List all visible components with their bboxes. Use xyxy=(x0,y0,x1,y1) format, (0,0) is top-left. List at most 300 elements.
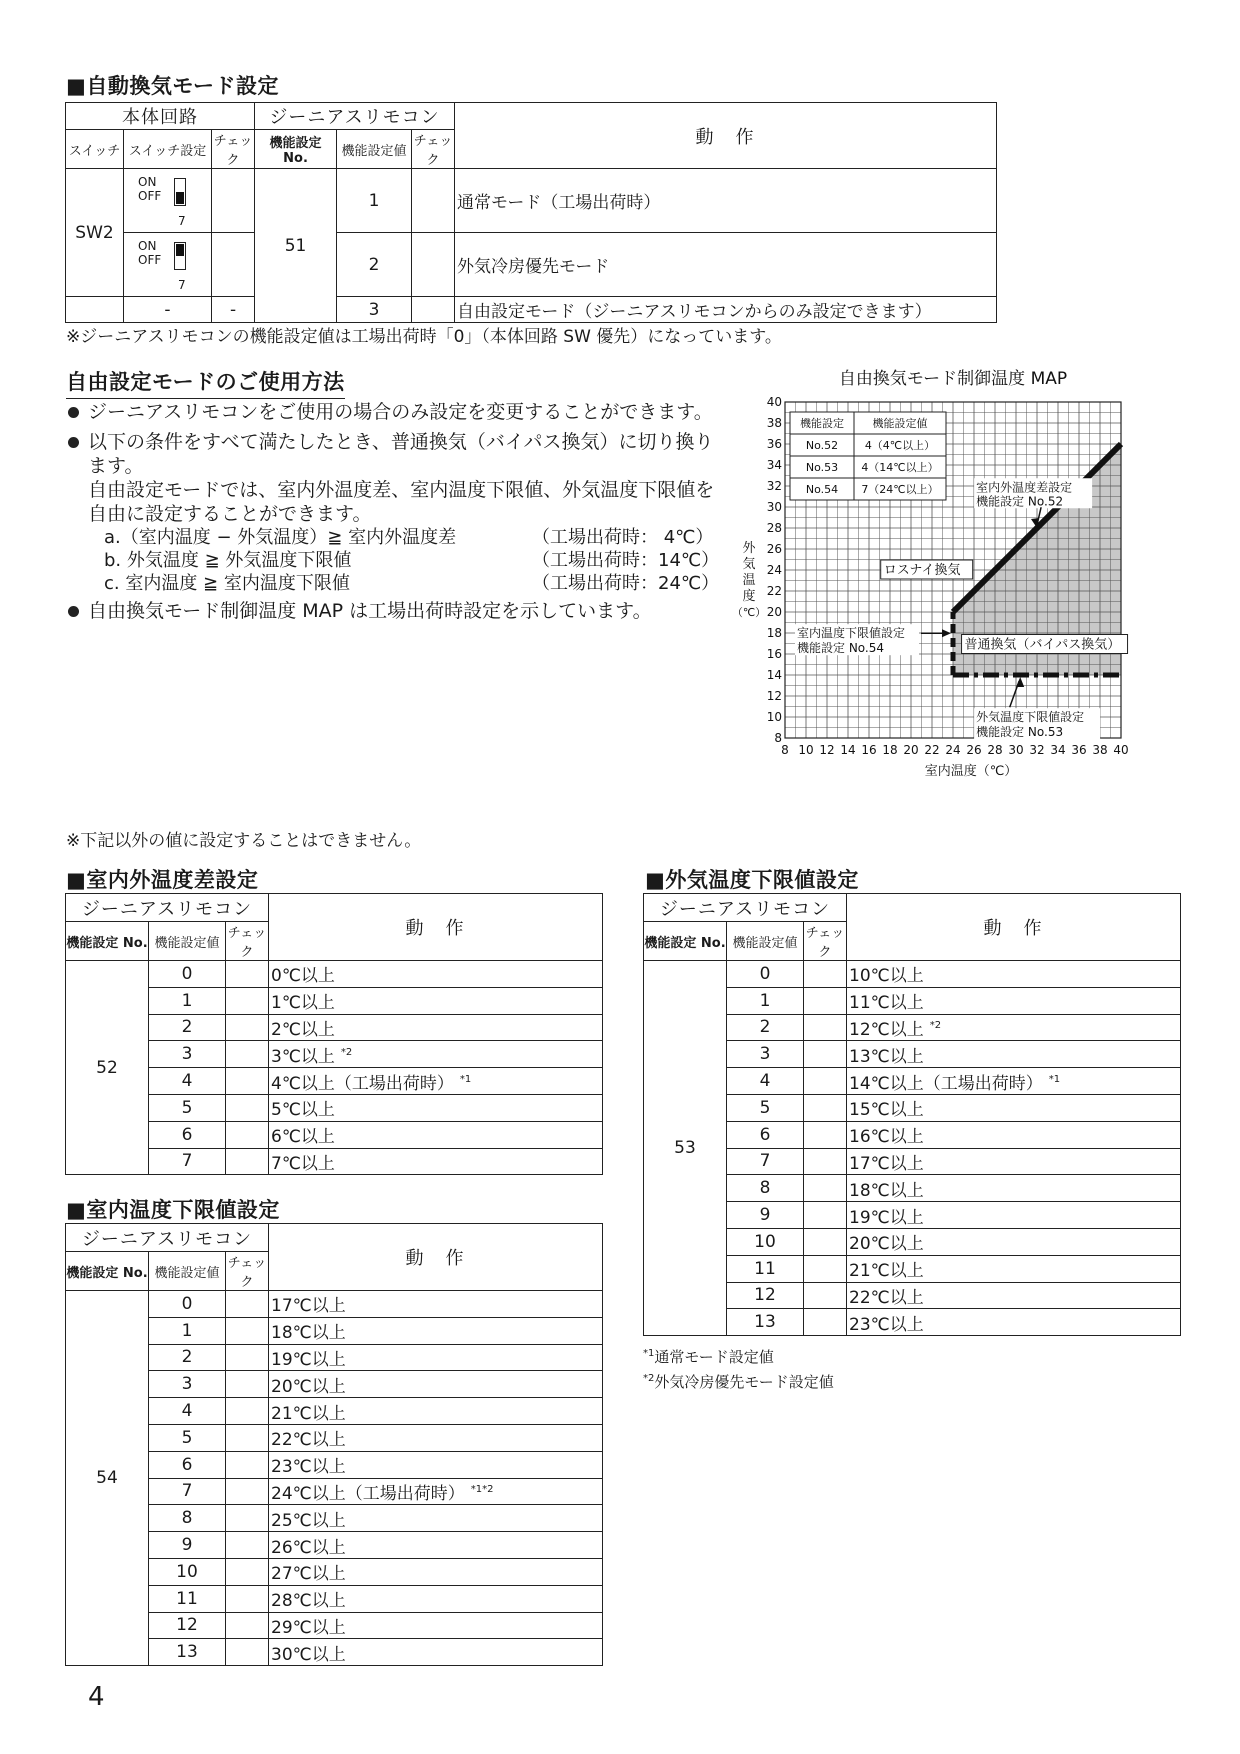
func-value-cell: 3 xyxy=(727,1041,804,1068)
bullet-dot-icon xyxy=(68,437,79,448)
switch-off-label: OFF xyxy=(138,188,162,203)
action-cell xyxy=(847,1041,1181,1068)
y-tick-label: 34 xyxy=(766,458,782,472)
y-tick-label: 20 xyxy=(766,605,782,619)
action-text: 22℃以上 xyxy=(849,1287,924,1308)
x-tick-label: 34 xyxy=(1050,743,1066,757)
col-func-no: 機能設定 No. xyxy=(66,1252,149,1291)
func-value-cell: 4 xyxy=(727,1068,804,1095)
check-cell xyxy=(226,1585,269,1612)
lossnay-label: ロスナイ換気 xyxy=(883,563,961,578)
y-tick-label: 22 xyxy=(766,584,782,598)
func-value-cell: 2 xyxy=(149,1014,226,1041)
y-tick-label: 14 xyxy=(766,668,782,682)
action-text: 5℃以上 xyxy=(271,1100,335,1121)
action-text: 0℃以上 xyxy=(271,966,335,987)
other-values-note: ※下記以外の値に設定することはできません。 xyxy=(66,831,422,851)
diff-temp-table xyxy=(65,893,603,1175)
check-cell xyxy=(226,1478,269,1505)
action-cell xyxy=(269,1505,603,1532)
action-cell xyxy=(847,1282,1181,1309)
legend-table-cell: No.54 xyxy=(805,483,839,496)
func-value-cell: 13 xyxy=(149,1639,226,1666)
action-cell xyxy=(269,1068,603,1095)
action-cell xyxy=(269,1451,603,1478)
check-cell xyxy=(412,233,455,297)
check-cell xyxy=(804,1309,847,1336)
check-cell xyxy=(226,961,269,988)
func-value-cell: 13 xyxy=(727,1309,804,1336)
bullet-item xyxy=(66,599,716,623)
footnotes xyxy=(643,1343,834,1393)
action-text: 18℃以上 xyxy=(271,1323,346,1344)
check-cell xyxy=(804,1148,847,1175)
x-tick-label: 18 xyxy=(882,743,898,757)
func-value-cell: 0 xyxy=(727,961,804,988)
check-cell xyxy=(804,1255,847,1282)
action-text: 28℃以上 xyxy=(271,1591,346,1612)
free-mode-description xyxy=(66,400,720,623)
func-value-cell: 6 xyxy=(149,1121,226,1148)
legend-table-cell: 4（4℃以上） xyxy=(864,439,936,452)
condition-c xyxy=(104,572,720,595)
check-cell xyxy=(226,1344,269,1371)
check-cell xyxy=(226,1291,269,1318)
bullet-text: 自由設定モードでは、室内外温度差、室内温度下限値、外気温度下限値を自由に設定することができます。 xyxy=(88,479,715,525)
func-value-cell: 6 xyxy=(727,1121,804,1148)
func-value-cell: 12 xyxy=(149,1612,226,1639)
func-value-cell: 11 xyxy=(727,1255,804,1282)
y-axis-label: 気 xyxy=(742,557,756,572)
table-row xyxy=(644,961,1181,988)
legend-table-cell: No.52 xyxy=(805,439,839,452)
func-no-cell: 54 xyxy=(66,1291,149,1666)
action-text: 4℃以上（工場出荷時） xyxy=(271,1073,454,1094)
action-text: 自由設定モード（ジーニアスリモコンからのみ設定できます） xyxy=(455,297,997,323)
condition-value: （工場出荷時：24℃） xyxy=(532,573,720,594)
action-text: 23℃以上 xyxy=(271,1457,346,1478)
x-tick-label: 20 xyxy=(903,743,919,757)
check-cell xyxy=(226,1148,269,1175)
action-text: 1℃以上 xyxy=(271,993,335,1014)
switch-off-label: OFF xyxy=(138,252,162,267)
func-value-cell: 2 xyxy=(149,1344,226,1371)
bullet-dot-icon xyxy=(68,606,79,617)
action-text: 通常モード（工場出荷時） xyxy=(455,169,997,233)
check-cell xyxy=(804,1282,847,1309)
action-cell xyxy=(847,1255,1181,1282)
auto-vent-table xyxy=(65,102,997,323)
action-cell xyxy=(847,961,1181,988)
func-no-cell: 52 xyxy=(66,961,149,1175)
bullet-dot-icon xyxy=(68,407,79,418)
legend-table-header: 機能設定 xyxy=(800,417,844,430)
action-text: 19℃以上 xyxy=(849,1207,924,1228)
table-52-wrap xyxy=(65,893,603,1175)
bullet-text: 自由換気モード制御温度 MAP は工場出荷時設定を示しています。 xyxy=(88,600,652,622)
col-func-val: 機能設定値 xyxy=(727,922,804,961)
footnote-1 xyxy=(643,1343,834,1368)
x-tick-label: 16 xyxy=(861,743,877,757)
action-text: 6℃以上 xyxy=(271,1127,335,1148)
section-title-outdoor-min: ■外気温度下限値設定 xyxy=(645,868,859,892)
check-cell xyxy=(226,1014,269,1041)
func-value-cell: 1 xyxy=(149,1317,226,1344)
legend-table-cell: 4（14℃以上） xyxy=(861,461,939,474)
check-dash: - xyxy=(212,297,255,323)
action-cell xyxy=(269,1478,603,1505)
y-tick-label: 26 xyxy=(766,542,782,556)
func-value-cell: 11 xyxy=(149,1585,226,1612)
check-cell xyxy=(226,1041,269,1068)
y-axis-label: （℃） xyxy=(731,606,767,619)
action-text: 11℃以上 xyxy=(849,993,924,1014)
footnote-mark: *1 xyxy=(643,1348,655,1359)
switch-setting-dash: - xyxy=(124,297,212,323)
no53-arrow-head-icon xyxy=(1016,677,1024,687)
action-text: 30℃以上 xyxy=(271,1644,346,1665)
factory-note: ※ジーニアスリモコンの機能設定値は工場出荷時「0」（本体回路 SW 優先）になっています。 xyxy=(66,327,782,347)
action-text: 27℃以上 xyxy=(271,1564,346,1585)
action-cell xyxy=(847,1309,1181,1336)
action-cell xyxy=(847,1014,1181,1041)
func-value-cell: 7 xyxy=(149,1148,226,1175)
y-axis-label: 温 xyxy=(742,573,756,588)
col-func-val: 機能設定値 xyxy=(149,1252,226,1291)
check-cell xyxy=(226,1558,269,1585)
action-cell xyxy=(269,1041,603,1068)
hdr-remote: ジーニアスリモコン xyxy=(66,1224,269,1252)
no53-annotation: 機能設定 No.53 xyxy=(976,725,1064,740)
footnote-text: 外気冷房優先モード設定値 xyxy=(654,1373,834,1391)
action-cell xyxy=(847,1068,1181,1095)
action-cell xyxy=(269,987,603,1014)
func-value-cell: 10 xyxy=(149,1558,226,1585)
switch-setting-cell xyxy=(124,169,212,233)
legend-table-header: 機能設定値 xyxy=(872,417,928,430)
switch-pin-label: 7 xyxy=(178,277,186,292)
col-switch-setting: スイッチ設定 xyxy=(124,130,212,169)
check-cell xyxy=(412,297,455,323)
y-tick-label: 24 xyxy=(766,563,782,577)
switch-name: SW2 xyxy=(66,169,124,297)
condition-a xyxy=(104,526,716,549)
hdr-action: 動 作 xyxy=(847,894,1181,961)
check-cell xyxy=(804,1094,847,1121)
y-axis-label: 度 xyxy=(742,589,756,604)
dip-switch xyxy=(124,170,211,232)
hdr-remote: ジーニアスリモコン xyxy=(255,103,455,130)
check-cell xyxy=(226,1371,269,1398)
x-tick-label: 28 xyxy=(987,743,1003,757)
temperature-map-svg xyxy=(731,369,1129,830)
col-check2: チェック xyxy=(412,130,455,169)
y-tick-label: 32 xyxy=(766,479,782,493)
action-text: 2℃以上 xyxy=(271,1019,335,1040)
col-func-no: 機能設定 No. xyxy=(66,922,149,961)
check-cell xyxy=(226,1532,269,1559)
y-tick-label: 10 xyxy=(766,710,782,724)
y-tick-label: 8 xyxy=(774,731,782,745)
action-text: 3℃以上 xyxy=(271,1046,335,1067)
action-cell xyxy=(269,1291,603,1318)
switch-pin-label: 7 xyxy=(178,213,186,228)
action-text: 24℃以上（工場出荷時） xyxy=(271,1483,465,1504)
x-tick-label: 26 xyxy=(966,743,982,757)
func-value-cell: 12 xyxy=(727,1282,804,1309)
func-value-cell: 4 xyxy=(149,1398,226,1425)
action-text: 13℃以上 xyxy=(849,1046,924,1067)
action-cell xyxy=(847,1202,1181,1229)
action-cell xyxy=(269,1398,603,1425)
hdr-remote: ジーニアスリモコン xyxy=(66,894,269,922)
table-row xyxy=(66,1291,603,1318)
action-cell xyxy=(269,961,603,988)
func-value-cell: 8 xyxy=(727,1175,804,1202)
y-tick-label: 36 xyxy=(766,437,782,451)
dip-switch xyxy=(124,234,211,296)
action-text: 25℃以上 xyxy=(271,1510,346,1531)
bullet-text: ジーニアスリモコンをご使用の場合のみ設定を変更することができます。 xyxy=(88,401,713,423)
action-cell xyxy=(269,1014,603,1041)
action-text: 29℃以上 xyxy=(271,1617,346,1638)
check-cell xyxy=(226,1094,269,1121)
condition-text: a.（室内温度 − 外気温度）≧ 室内外温度差 xyxy=(104,527,457,548)
no54-arrow-head-icon xyxy=(942,629,951,637)
func-value-cell: 4 xyxy=(149,1068,226,1095)
x-tick-label: 24 xyxy=(945,743,961,757)
footnote-mark: *2 xyxy=(340,1047,353,1059)
condition-value: （工場出荷時： 4℃） xyxy=(532,527,714,548)
func-value: 2 xyxy=(337,233,412,297)
func-value-cell: 1 xyxy=(727,987,804,1014)
action-cell xyxy=(269,1558,603,1585)
func-value-cell: 2 xyxy=(727,1014,804,1041)
col-func-val: 機能設定値 xyxy=(337,130,412,169)
y-axis-label: 外 xyxy=(742,541,756,556)
check-cell xyxy=(804,1014,847,1041)
switch-knob xyxy=(176,244,184,256)
y-tick-label: 18 xyxy=(766,626,782,640)
action-cell xyxy=(269,1317,603,1344)
condition-value: （工場出荷時：14℃） xyxy=(532,550,720,571)
no54-annotation: 室内温度下限値設定 xyxy=(797,626,906,641)
action-text: 21℃以上 xyxy=(271,1403,346,1424)
col-check: チェック xyxy=(212,130,255,169)
check-cell xyxy=(804,1228,847,1255)
table-53-wrap xyxy=(643,893,1181,1336)
x-tick-label: 30 xyxy=(1008,743,1024,757)
func-value-cell: 5 xyxy=(727,1094,804,1121)
func-value: 3 xyxy=(337,297,412,323)
check-cell xyxy=(804,1121,847,1148)
func-value-cell: 10 xyxy=(727,1228,804,1255)
func-value: 1 xyxy=(337,169,412,233)
func-value-cell: 3 xyxy=(149,1041,226,1068)
y-tick-label: 16 xyxy=(766,647,782,661)
hdr-remote: ジーニアスリモコン xyxy=(644,894,847,922)
x-tick-label: 14 xyxy=(840,743,856,757)
section-title-diff: ■室内外温度差設定 xyxy=(66,868,259,892)
chart-title: 自由換気モード制御温度 MAP xyxy=(838,369,1068,389)
switch-body xyxy=(174,242,186,270)
func-value-cell: 0 xyxy=(149,961,226,988)
conditions-list xyxy=(66,526,720,595)
check-cell xyxy=(804,961,847,988)
func-value-cell: 7 xyxy=(727,1148,804,1175)
action-cell xyxy=(269,1532,603,1559)
table-54-wrap xyxy=(65,1223,603,1666)
bullet-text: 以下の条件をすべて満たしたとき、普通換気（バイパス換気）に切り換ります。 xyxy=(88,431,714,477)
no53-annotation: 外気温度下限値設定 xyxy=(976,710,1085,725)
func-value-cell: 3 xyxy=(149,1371,226,1398)
x-tick-label: 32 xyxy=(1029,743,1045,757)
y-tick-label: 28 xyxy=(766,521,782,535)
footnote-2 xyxy=(643,1368,834,1393)
func-value-cell: 9 xyxy=(727,1202,804,1229)
check-cell xyxy=(226,1121,269,1148)
check-cell xyxy=(412,169,455,233)
action-text: 17℃以上 xyxy=(271,1296,346,1317)
action-cell xyxy=(847,1121,1181,1148)
action-cell xyxy=(847,1228,1181,1255)
action-text: 7℃以上 xyxy=(271,1153,335,1174)
switch-empty-cell xyxy=(66,297,124,323)
footnote-mark: *1 xyxy=(1048,1073,1061,1085)
bullet-item xyxy=(66,430,716,526)
check-cell xyxy=(804,1068,847,1095)
func-value-cell: 9 xyxy=(149,1532,226,1559)
action-cell xyxy=(847,1094,1181,1121)
footnote-mark: *1 xyxy=(459,1073,472,1085)
footnote-mark: *2 xyxy=(929,1020,942,1032)
action-cell xyxy=(847,1175,1181,1202)
check-cell xyxy=(226,1424,269,1451)
action-text: 20℃以上 xyxy=(271,1376,346,1397)
check-cell xyxy=(226,1639,269,1666)
switch-on-label: ON xyxy=(138,238,157,253)
col-check: チェック xyxy=(804,922,847,961)
func-value-cell: 1 xyxy=(149,987,226,1014)
action-cell xyxy=(269,1344,603,1371)
check-cell xyxy=(226,1398,269,1425)
footnote-mark: *2 xyxy=(643,1373,655,1384)
section-title-indoor-min: ■室内温度下限値設定 xyxy=(66,1198,280,1222)
hdr-main-circuit: 本体回路 xyxy=(66,103,255,130)
no52-annotation: 機能設定 No.52 xyxy=(976,494,1064,509)
action-cell xyxy=(269,1424,603,1451)
func-value-cell: 5 xyxy=(149,1094,226,1121)
check-cell xyxy=(804,1175,847,1202)
condition-text: c. 室内温度 ≧ 室内温度下限値 xyxy=(104,573,350,594)
func-value-cell: 5 xyxy=(149,1424,226,1451)
action-text: 14℃以上（工場出荷時） xyxy=(849,1073,1043,1094)
x-axis-label: 室内温度（℃） xyxy=(924,764,1018,779)
x-tick-label: 40 xyxy=(1113,743,1129,757)
action-text: 17℃以上 xyxy=(849,1153,924,1174)
action-cell xyxy=(269,1121,603,1148)
page-number: 4 xyxy=(88,1682,105,1712)
footnote-mark: *1*2 xyxy=(470,1484,494,1496)
no52-annotation: 室内外温度差設定 xyxy=(976,480,1073,495)
action-cell xyxy=(269,1585,603,1612)
func-no-51: 51 xyxy=(255,169,337,323)
func-value-cell: 7 xyxy=(149,1478,226,1505)
check-cell xyxy=(804,1202,847,1229)
action-text: 22℃以上 xyxy=(271,1430,346,1451)
action-text: 26℃以上 xyxy=(271,1537,346,1558)
check-cell xyxy=(804,987,847,1014)
col-func-no: 機能設定 No. xyxy=(255,130,337,169)
check-cell xyxy=(226,1505,269,1532)
bypass-label: 普通換気（バイパス換気） xyxy=(964,637,1121,653)
action-cell xyxy=(269,1148,603,1175)
indoor-min-table xyxy=(65,1223,603,1666)
action-cell xyxy=(847,987,1181,1014)
check-cell xyxy=(226,1068,269,1095)
action-text: 外気冷房優先モード xyxy=(455,233,997,297)
temperature-map-chart xyxy=(731,369,1129,830)
action-cell xyxy=(269,1612,603,1639)
action-text: 21℃以上 xyxy=(849,1261,924,1282)
func-value-cell: 6 xyxy=(149,1451,226,1478)
x-tick-label: 10 xyxy=(798,743,814,757)
bullet-item xyxy=(66,400,716,424)
action-text: 10℃以上 xyxy=(849,966,924,987)
switch-setting-cell xyxy=(124,233,212,297)
col-switch: スイッチ xyxy=(66,130,124,169)
condition-b xyxy=(104,549,720,572)
x-tick-label: 22 xyxy=(924,743,940,757)
footnote-text: 通常モード設定値 xyxy=(654,1348,774,1366)
action-text: 23℃以上 xyxy=(849,1314,924,1335)
action-text: 12℃以上 xyxy=(849,1019,924,1040)
check-cell xyxy=(212,233,255,297)
action-text: 20℃以上 xyxy=(849,1234,924,1255)
switch-body xyxy=(174,178,186,206)
hdr-action: 動 作 xyxy=(269,894,603,961)
outdoor-min-table xyxy=(643,893,1181,1336)
action-cell xyxy=(269,1639,603,1666)
action-text: 16℃以上 xyxy=(849,1127,924,1148)
func-value-cell: 8 xyxy=(149,1505,226,1532)
action-text: 18℃以上 xyxy=(849,1180,924,1201)
check-cell xyxy=(226,1612,269,1639)
table-row xyxy=(66,961,603,988)
check-cell xyxy=(212,169,255,233)
switch-knob xyxy=(176,192,184,204)
section-title-auto-vent: ■自動換気モード設定 xyxy=(66,74,280,98)
hdr-action: 動 作 xyxy=(269,1224,603,1291)
col-check: チェック xyxy=(226,1252,269,1291)
action-text: 15℃以上 xyxy=(849,1100,924,1121)
x-tick-label: 36 xyxy=(1071,743,1087,757)
y-tick-label: 30 xyxy=(766,500,782,514)
action-text: 19℃以上 xyxy=(271,1349,346,1370)
legend-table-cell: No.53 xyxy=(805,461,839,474)
x-tick-label: 8 xyxy=(781,743,789,757)
check-cell xyxy=(226,1451,269,1478)
func-no-cell: 53 xyxy=(644,961,727,1336)
action-cell xyxy=(269,1094,603,1121)
hdr-action: 動 作 xyxy=(455,103,997,169)
switch-on-label: ON xyxy=(138,174,157,189)
legend-table-cell: 7（24℃以上） xyxy=(861,483,939,496)
x-tick-label: 38 xyxy=(1092,743,1108,757)
y-tick-label: 12 xyxy=(766,689,782,703)
no54-annotation: 機能設定 No.54 xyxy=(797,641,885,656)
y-tick-label: 38 xyxy=(766,416,782,430)
